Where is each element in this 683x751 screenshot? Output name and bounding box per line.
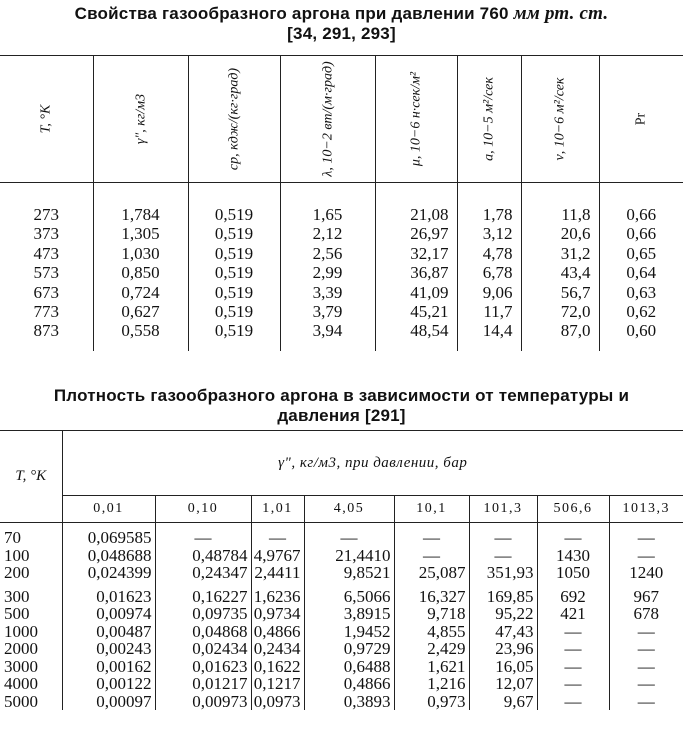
- density-cell: 25,087: [394, 564, 469, 582]
- temperature-cell: 200: [0, 564, 62, 582]
- density-cell: 1050: [537, 564, 609, 582]
- density-cell: —: [537, 658, 609, 676]
- density-cell: —: [609, 547, 683, 565]
- density-cell: 0,9729: [304, 640, 394, 658]
- table-cell: 0,724: [93, 283, 188, 302]
- table-cell: 9,06: [457, 283, 521, 302]
- density-cell: 9,8521: [304, 564, 394, 582]
- density-cell: 0,00097: [62, 693, 155, 711]
- table-row: [0, 263, 683, 282]
- density-cell: 12,07: [469, 675, 537, 693]
- density-cell: 421: [537, 605, 609, 623]
- table2-header-temperature: T, °K: [0, 431, 62, 523]
- density-cell: —: [609, 523, 683, 547]
- density-cell: 0,00162: [62, 658, 155, 676]
- density-cell: 0,04868: [155, 623, 251, 641]
- table-cell: 3,79: [280, 302, 375, 321]
- density-cell: 0,6488: [304, 658, 394, 676]
- density-cell: 0,01217: [155, 675, 251, 693]
- table-row: [0, 640, 683, 658]
- table-cell: 773: [33, 302, 59, 322]
- temperature-cell: 70: [0, 523, 62, 547]
- table-cell: 45,21: [375, 302, 457, 321]
- table-cell: 673: [33, 282, 59, 302]
- table-cell: 0,64: [599, 263, 683, 282]
- table-row: [0, 675, 683, 693]
- temperature-cell: 4000: [0, 675, 62, 693]
- table1-header-row: [0, 56, 683, 183]
- argon-density-table: [0, 430, 683, 710]
- density-cell: 0,3893: [304, 693, 394, 711]
- table2-header-density: γ", кг/м3, при давлении, бар: [62, 431, 683, 496]
- density-cell: 4,9767: [251, 547, 304, 565]
- density-cell: 0,1622: [251, 658, 304, 676]
- density-cell: 6,5066: [304, 582, 394, 606]
- density-cell: 1,621: [394, 658, 469, 676]
- density-cell: 4,855: [394, 623, 469, 641]
- density-cell: 1,6236: [251, 582, 304, 606]
- density-cell: 0,1217: [251, 675, 304, 693]
- density-cell: —: [394, 547, 469, 565]
- table-cell: 3,12: [457, 224, 521, 243]
- density-cell: 0,00487: [62, 623, 155, 641]
- temperature-cell: 100: [0, 547, 62, 565]
- density-cell: 351,93: [469, 564, 537, 582]
- table2-pressure-row: [0, 496, 683, 523]
- table-cell: 4,78: [457, 244, 521, 263]
- temperature-cell: 300: [0, 582, 62, 606]
- density-cell: 9,67: [469, 693, 537, 711]
- table-cell: 3,94: [280, 321, 375, 350]
- header-conductivity: λ, 10−2 вт/(м·град): [280, 56, 375, 183]
- table-cell: 87,0: [521, 321, 599, 350]
- table2-title-text: Плотность газообразного аргона в зависимости от температуры и: [53, 386, 630, 405]
- table-cell: 1,78: [457, 183, 521, 225]
- header-kin-viscosity: ν, 10−6 м²/сек: [521, 56, 599, 183]
- density-cell: 0,9734: [251, 605, 304, 623]
- density-cell: —: [469, 547, 537, 565]
- table-cell: 573: [33, 263, 59, 283]
- density-cell: —: [394, 523, 469, 547]
- table-cell: 72,0: [521, 302, 599, 321]
- density-cell: 21,4410: [304, 547, 394, 565]
- table-cell: 0,519: [188, 244, 280, 263]
- density-cell: —: [609, 623, 683, 641]
- density-cell: 0,00243: [62, 640, 155, 658]
- table-row: [0, 658, 683, 676]
- table-cell: 0,519: [188, 183, 280, 225]
- table-cell: 48,54: [375, 321, 457, 350]
- table-row: [0, 693, 683, 711]
- table1-title-unit: мм рт. ст.: [513, 3, 609, 24]
- density-cell: —: [537, 693, 609, 711]
- table-row: [0, 547, 683, 565]
- density-cell: 0,4866: [251, 623, 304, 641]
- table2-body: [0, 523, 683, 711]
- table-cell: 0,66: [599, 224, 683, 243]
- table-cell: 0,519: [188, 283, 280, 302]
- density-cell: —: [609, 640, 683, 658]
- density-cell: 0,48784: [155, 547, 251, 565]
- table-cell: 0,558: [93, 321, 188, 350]
- table-cell: 0,63: [599, 283, 683, 302]
- density-cell: 9,718: [394, 605, 469, 623]
- table2-title: [0, 386, 683, 426]
- density-cell: 0,00973: [155, 693, 251, 711]
- table-cell: 14,4: [457, 321, 521, 350]
- table-cell: 11,7: [457, 302, 521, 321]
- table1-body: [0, 183, 683, 351]
- pressure-header: 10,1: [394, 496, 469, 523]
- table-cell: 26,97: [375, 224, 457, 243]
- density-cell: 0,24347: [155, 564, 251, 582]
- table-row: [0, 523, 683, 547]
- table-cell: 0,65: [599, 244, 683, 263]
- temperature-cell: 3000: [0, 658, 62, 676]
- table-cell: 0,519: [188, 224, 280, 243]
- table-cell: 873: [33, 321, 59, 341]
- table-cell: 373: [33, 224, 59, 244]
- density-cell: 0,4866: [304, 675, 394, 693]
- table-row: [0, 582, 683, 606]
- table-cell: 6,78: [457, 263, 521, 282]
- table1-title-refs: [34, 291, 293]: [287, 24, 396, 43]
- density-cell: —: [609, 658, 683, 676]
- pressure-header: 4,05: [304, 496, 394, 523]
- table-cell: 21,08: [375, 183, 457, 225]
- table-cell: 0,850: [93, 263, 188, 282]
- temperature-cell: 500: [0, 605, 62, 623]
- density-cell: 0,024399: [62, 564, 155, 582]
- density-cell: —: [537, 675, 609, 693]
- table-cell: 1,305: [93, 224, 188, 243]
- density-cell: 0,0973: [251, 693, 304, 711]
- table-row: [0, 321, 683, 350]
- table-cell: 36,87: [375, 263, 457, 282]
- density-cell: —: [469, 523, 537, 547]
- density-cell: 0,048688: [62, 547, 155, 565]
- density-cell: 0,01623: [62, 582, 155, 606]
- table-cell: 43,4: [521, 263, 599, 282]
- density-cell: 1240: [609, 564, 683, 582]
- density-cell: —: [537, 640, 609, 658]
- pressure-header: 506,6: [537, 496, 609, 523]
- density-cell: —: [537, 523, 609, 547]
- table-row: [0, 183, 683, 225]
- table-cell: 2,99: [280, 263, 375, 282]
- density-cell: 1430: [537, 547, 609, 565]
- pressure-header: 0,01: [62, 496, 155, 523]
- density-cell: —: [251, 523, 304, 547]
- header-density: γ", кг/м3: [93, 56, 188, 183]
- density-cell: 0,16227: [155, 582, 251, 606]
- table-cell: 31,2: [521, 244, 599, 263]
- density-cell: 0,973: [394, 693, 469, 711]
- header-heat-capacity: cp, кдж/(кг·град): [188, 56, 280, 183]
- table-row: [0, 283, 683, 302]
- table-cell: 1,030: [93, 244, 188, 263]
- table-cell: 473: [33, 243, 59, 263]
- density-cell: 95,22: [469, 605, 537, 623]
- density-cell: 23,96: [469, 640, 537, 658]
- density-cell: —: [304, 523, 394, 547]
- density-cell: 0,00974: [62, 605, 155, 623]
- table-cell: 0,66: [599, 183, 683, 225]
- density-cell: 1,216: [394, 675, 469, 693]
- density-cell: —: [155, 523, 251, 547]
- table-row: [0, 224, 683, 243]
- table-row: [0, 564, 683, 582]
- density-cell: 0,01623: [155, 658, 251, 676]
- density-cell: 692: [537, 582, 609, 606]
- table-row: [0, 605, 683, 623]
- pressure-header: 0,10: [155, 496, 251, 523]
- table-cell: 273: [33, 205, 59, 224]
- density-cell: 16,327: [394, 582, 469, 606]
- table1-title: [0, 4, 683, 44]
- table-cell: 0,62: [599, 302, 683, 321]
- table-cell: 32,17: [375, 244, 457, 263]
- density-cell: 3,8915: [304, 605, 394, 623]
- temperature-cell: 1000: [0, 623, 62, 641]
- density-cell: 0,09735: [155, 605, 251, 623]
- pressure-header: 101,3: [469, 496, 537, 523]
- table-row: [0, 244, 683, 263]
- density-cell: 0,02434: [155, 640, 251, 658]
- density-cell: 47,43: [469, 623, 537, 641]
- table-cell: 0,519: [188, 302, 280, 321]
- table-cell: 20,6: [521, 224, 599, 243]
- header-diffusivity: a, 10−5 м²/сек: [457, 56, 521, 183]
- density-cell: —: [537, 623, 609, 641]
- density-cell: 0,00122: [62, 675, 155, 693]
- density-cell: 16,05: [469, 658, 537, 676]
- table-cell: 41,09: [375, 283, 457, 302]
- density-cell: —: [609, 675, 683, 693]
- table-cell: 11,8: [521, 183, 599, 225]
- density-cell: 1,9452: [304, 623, 394, 641]
- table-row: [0, 623, 683, 641]
- density-cell: 2,429: [394, 640, 469, 658]
- header-dyn-viscosity: μ, 10−6 н·сек/м²: [375, 56, 457, 183]
- table-cell: 2,56: [280, 244, 375, 263]
- table-cell: 3,39: [280, 283, 375, 302]
- table2-title-refs: давления [291]: [277, 406, 406, 425]
- pressure-header: 1,01: [251, 496, 304, 523]
- table-cell: 1,784: [93, 183, 188, 225]
- table-cell: 1,65: [280, 183, 375, 225]
- header-temperature: T, °K: [0, 56, 93, 183]
- density-cell: —: [609, 693, 683, 711]
- table-cell: 2,12: [280, 224, 375, 243]
- header-prandtl: Pr: [599, 56, 683, 183]
- temperature-cell: 2000: [0, 640, 62, 658]
- table-cell: 0,519: [188, 321, 280, 350]
- temperature-cell: 5000: [0, 693, 62, 711]
- table-cell: 0,60: [599, 321, 683, 350]
- table-row: [0, 302, 683, 321]
- table-cell: 0,519: [188, 263, 280, 282]
- table1-title-text: Свойства газообразного аргона при давлении 760: [74, 4, 509, 23]
- pressure-header: 1013,3: [609, 496, 683, 523]
- table-cell: 56,7: [521, 283, 599, 302]
- density-cell: 0,069585: [62, 523, 155, 547]
- density-cell: 169,85: [469, 582, 537, 606]
- argon-properties-table: [0, 55, 683, 351]
- density-cell: 2,4411: [251, 564, 304, 582]
- density-cell: 967: [609, 582, 683, 606]
- density-cell: 0,2434: [251, 640, 304, 658]
- table-cell: 0,627: [93, 302, 188, 321]
- density-cell: 678: [609, 605, 683, 623]
